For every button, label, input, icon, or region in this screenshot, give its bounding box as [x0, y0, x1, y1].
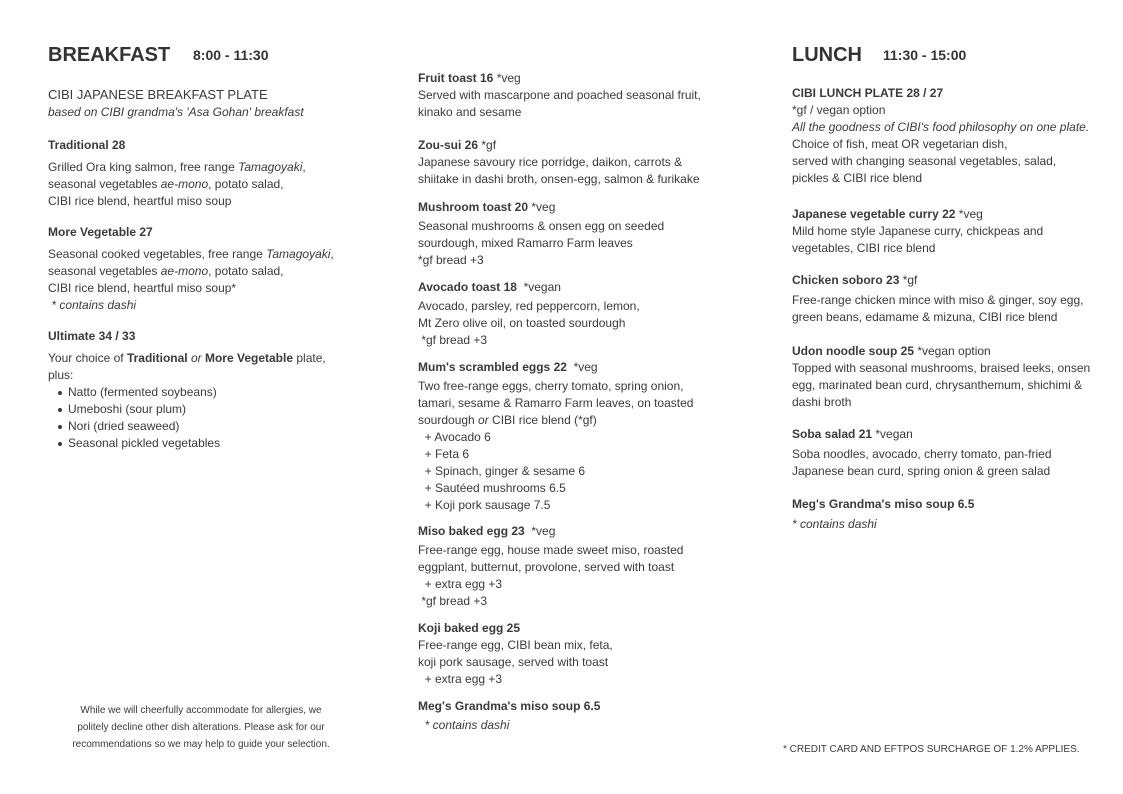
menu-item-ultimate: [48, 328, 326, 452]
item-desc-line: sourdough, mixed Ramarro Farm leaves: [418, 236, 633, 250]
addon-item: + Spinach, ginger & sesame 6: [418, 464, 586, 478]
item-name: CIBI LUNCH PLATE 28 / 27: [792, 86, 944, 100]
item-desc-line: *gf bread +3: [418, 333, 488, 347]
item-desc-line: *gf bread +3: [418, 594, 488, 608]
ultimate-extras-list: [56, 384, 326, 452]
item-desc-line: Seasonal cooked vegetables, free range Tamagoyaki,: [48, 247, 334, 261]
item-desc-line: pickles & CIBI rice blend: [792, 171, 923, 185]
item-option: *gf / vegan option: [792, 103, 886, 117]
menu-item-mushroom-toast: [418, 199, 664, 269]
menu-item-miso-baked-egg: [418, 523, 683, 610]
item-desc-line: seasonal vegetables ae-mono, potato salad,: [48, 177, 284, 191]
item-desc-line: + extra egg +3: [418, 672, 503, 686]
item-desc-line: Soba noodles, avocado, cherry tomato, pan-fried: [792, 447, 1052, 461]
item-title-line: Miso baked egg 23 *veg: [418, 524, 556, 538]
item-desc-line: served with changing seasonal vegetables, salad,: [792, 154, 1057, 168]
item-desc-line: shiitake in dashi broth, onsen-egg, salmon & furikake: [418, 172, 700, 186]
menu-item-avocado-toast: [418, 279, 640, 349]
item-name: Traditional 28: [48, 138, 126, 152]
item-desc-line: dashi broth: [792, 395, 852, 409]
item-desc-line: Free-range egg, CIBI bean mix, feta,: [418, 638, 613, 652]
item-desc-line: Topped with seasonal mushrooms, braised leeks, onsen: [792, 361, 1091, 375]
item-title-line: Avocado toast 18 *vegan: [418, 280, 561, 294]
item-note: * contains dashi: [48, 298, 137, 312]
item-desc-line: *gf bread +3: [418, 253, 484, 267]
list-item: Nori (dried seaweed): [56, 418, 326, 435]
breakfast-heading: BREAKFAST: [48, 44, 171, 66]
item-name: Meg's Grandma's miso soup 6.5: [418, 699, 601, 713]
menu-item-chicken-soboro: [792, 272, 1083, 326]
item-title-line: Fruit toast 16 *veg: [418, 71, 521, 85]
item-desc-line: Grilled Ora king salmon, free range Tamagoyaki,: [48, 160, 306, 174]
menu-item-lunch-plate: [792, 85, 1089, 187]
list-item: Natto (fermented soybeans): [56, 384, 326, 401]
item-title-line: Chicken soboro 23 *gf: [792, 273, 918, 287]
menu-item-zou-sui: [418, 137, 700, 188]
menu-item-soba-salad: [792, 426, 1052, 480]
item-title-line: Mushroom toast 20 *veg: [418, 200, 556, 214]
menu-item-fruit-toast: [418, 70, 701, 121]
item-desc-line: green beans, edamame & mizuna, CIBI rice blend: [792, 310, 1058, 324]
menu-item-traditional: [48, 137, 306, 210]
item-desc-line: Avocado, parsley, red peppercorn, lemon,: [418, 299, 640, 313]
item-name: Koji baked egg 25: [418, 621, 521, 635]
item-title-line: Soba salad 21 *vegan: [792, 427, 913, 441]
item-philosophy: All the goodness of CIBI's food philosophy on one plate.: [792, 120, 1090, 134]
item-desc-line: seasonal vegetables ae-mono, potato salad,: [48, 264, 284, 278]
item-desc-line: Served with mascarpone and poached seasonal fruit,: [418, 88, 701, 102]
item-desc-line: egg, marinated bean curd, chrysanthemum, shichimi &: [792, 378, 1083, 392]
menu-item-more-vegetable: [48, 224, 334, 314]
item-name: Ultimate 34 / 33: [48, 329, 136, 343]
lunch-heading: LUNCH: [792, 44, 862, 66]
list-item: Umeboshi (sour plum): [56, 401, 326, 418]
item-title-line: Zou-sui 26 *gf: [418, 138, 497, 152]
item-desc-line: Two free-range eggs, cherry tomato, spring onion,: [418, 379, 684, 393]
item-desc-line: Seasonal mushrooms & onsen egg on seeded: [418, 219, 665, 233]
item-name: More Vegetable 27: [48, 225, 153, 239]
menu-item-vegetable-curry: [792, 206, 1043, 257]
item-desc-line: tamari, sesame & Ramarro Farm leaves, on toasted: [418, 396, 694, 410]
addon-item: + Feta 6: [418, 447, 470, 461]
item-desc-line: sourdough or CIBI rice blend (*gf): [418, 413, 597, 427]
item-desc-line: vegetables, CIBI rice blend: [792, 241, 936, 255]
item-title-line: Japanese vegetable curry 22 *veg: [792, 207, 983, 221]
item-note: * contains dashi: [792, 517, 877, 531]
item-desc-line: Mild home style Japanese curry, chickpeas and: [792, 224, 1044, 238]
menu-item-scrambled-eggs: [418, 359, 693, 514]
item-title-line: Udon noodle soup 25 *vegan option: [792, 344, 991, 358]
item-desc-line: Your choice of Traditional or More Vegetable plate,: [48, 351, 326, 365]
addon-item: + Koji pork sausage 7.5: [418, 498, 551, 512]
item-note: * contains dashi: [418, 718, 510, 732]
item-desc-line: Japanese savoury rice porridge, daikon, carrots &: [418, 155, 683, 169]
breakfast-plate-title: CIBI JAPANESE BREAKFAST PLATE: [48, 87, 268, 102]
item-title-line: Mum's scrambled eggs 22 *veg: [418, 360, 598, 374]
item-desc-line: + extra egg +3: [418, 577, 503, 591]
addon-item: + Avocado 6: [418, 430, 491, 444]
breakfast-plate-subtitle: based on CIBI grandma's 'Asa Gohan' breakfast: [48, 105, 304, 119]
addon-item: + Sautéed mushrooms 6.5: [418, 481, 566, 495]
allergy-note: [48, 702, 354, 753]
menu-item-koji-baked-egg: [418, 620, 613, 688]
item-desc-line: eggplant, butternut, provolone, served with toast: [418, 560, 675, 574]
menu-item-udon-noodle-soup: [792, 343, 1090, 411]
breakfast-hours: 8:00 - 11:30: [193, 47, 269, 63]
note-line: politely decline other dish alterations. Please ask for our: [77, 722, 325, 733]
note-line: While we will cheerfully accommodate for allergies, we: [80, 705, 322, 716]
item-desc-line: Free-range chicken mince with miso & ginger, soy egg,: [792, 293, 1084, 307]
item-desc-line: plus:: [48, 368, 74, 382]
surcharge-note: * CREDIT CARD AND EFTPOS SURCHARGE OF 1.2% APPLIES.: [783, 744, 1080, 755]
item-name: Meg's Grandma's miso soup 6.5: [792, 497, 975, 511]
item-desc-line: Choice of fish, meat OR vegetarian dish,: [792, 137, 1008, 151]
item-desc-line: kinako and sesame: [418, 105, 522, 119]
item-desc-line: CIBI rice blend, heartful miso soup*: [48, 281, 237, 295]
menu-item-miso-soup-breakfast: [418, 698, 600, 734]
item-desc-line: koji pork sausage, served with toast: [418, 655, 609, 669]
note-line: recommendations so we may help to guide your selection.: [72, 739, 330, 750]
item-desc-line: Free-range egg, house made sweet miso, roasted: [418, 543, 684, 557]
lunch-hours: 11:30 - 15:00: [883, 47, 967, 63]
item-desc-line: Mt Zero olive oil, on toasted sourdough: [418, 316, 626, 330]
menu-item-miso-soup-lunch: [792, 496, 974, 533]
list-item: Seasonal pickled vegetables: [56, 435, 326, 452]
item-desc-line: Japanese bean curd, spring onion & green salad: [792, 464, 1051, 478]
item-desc-line: CIBI rice blend, heartful miso soup: [48, 194, 232, 208]
